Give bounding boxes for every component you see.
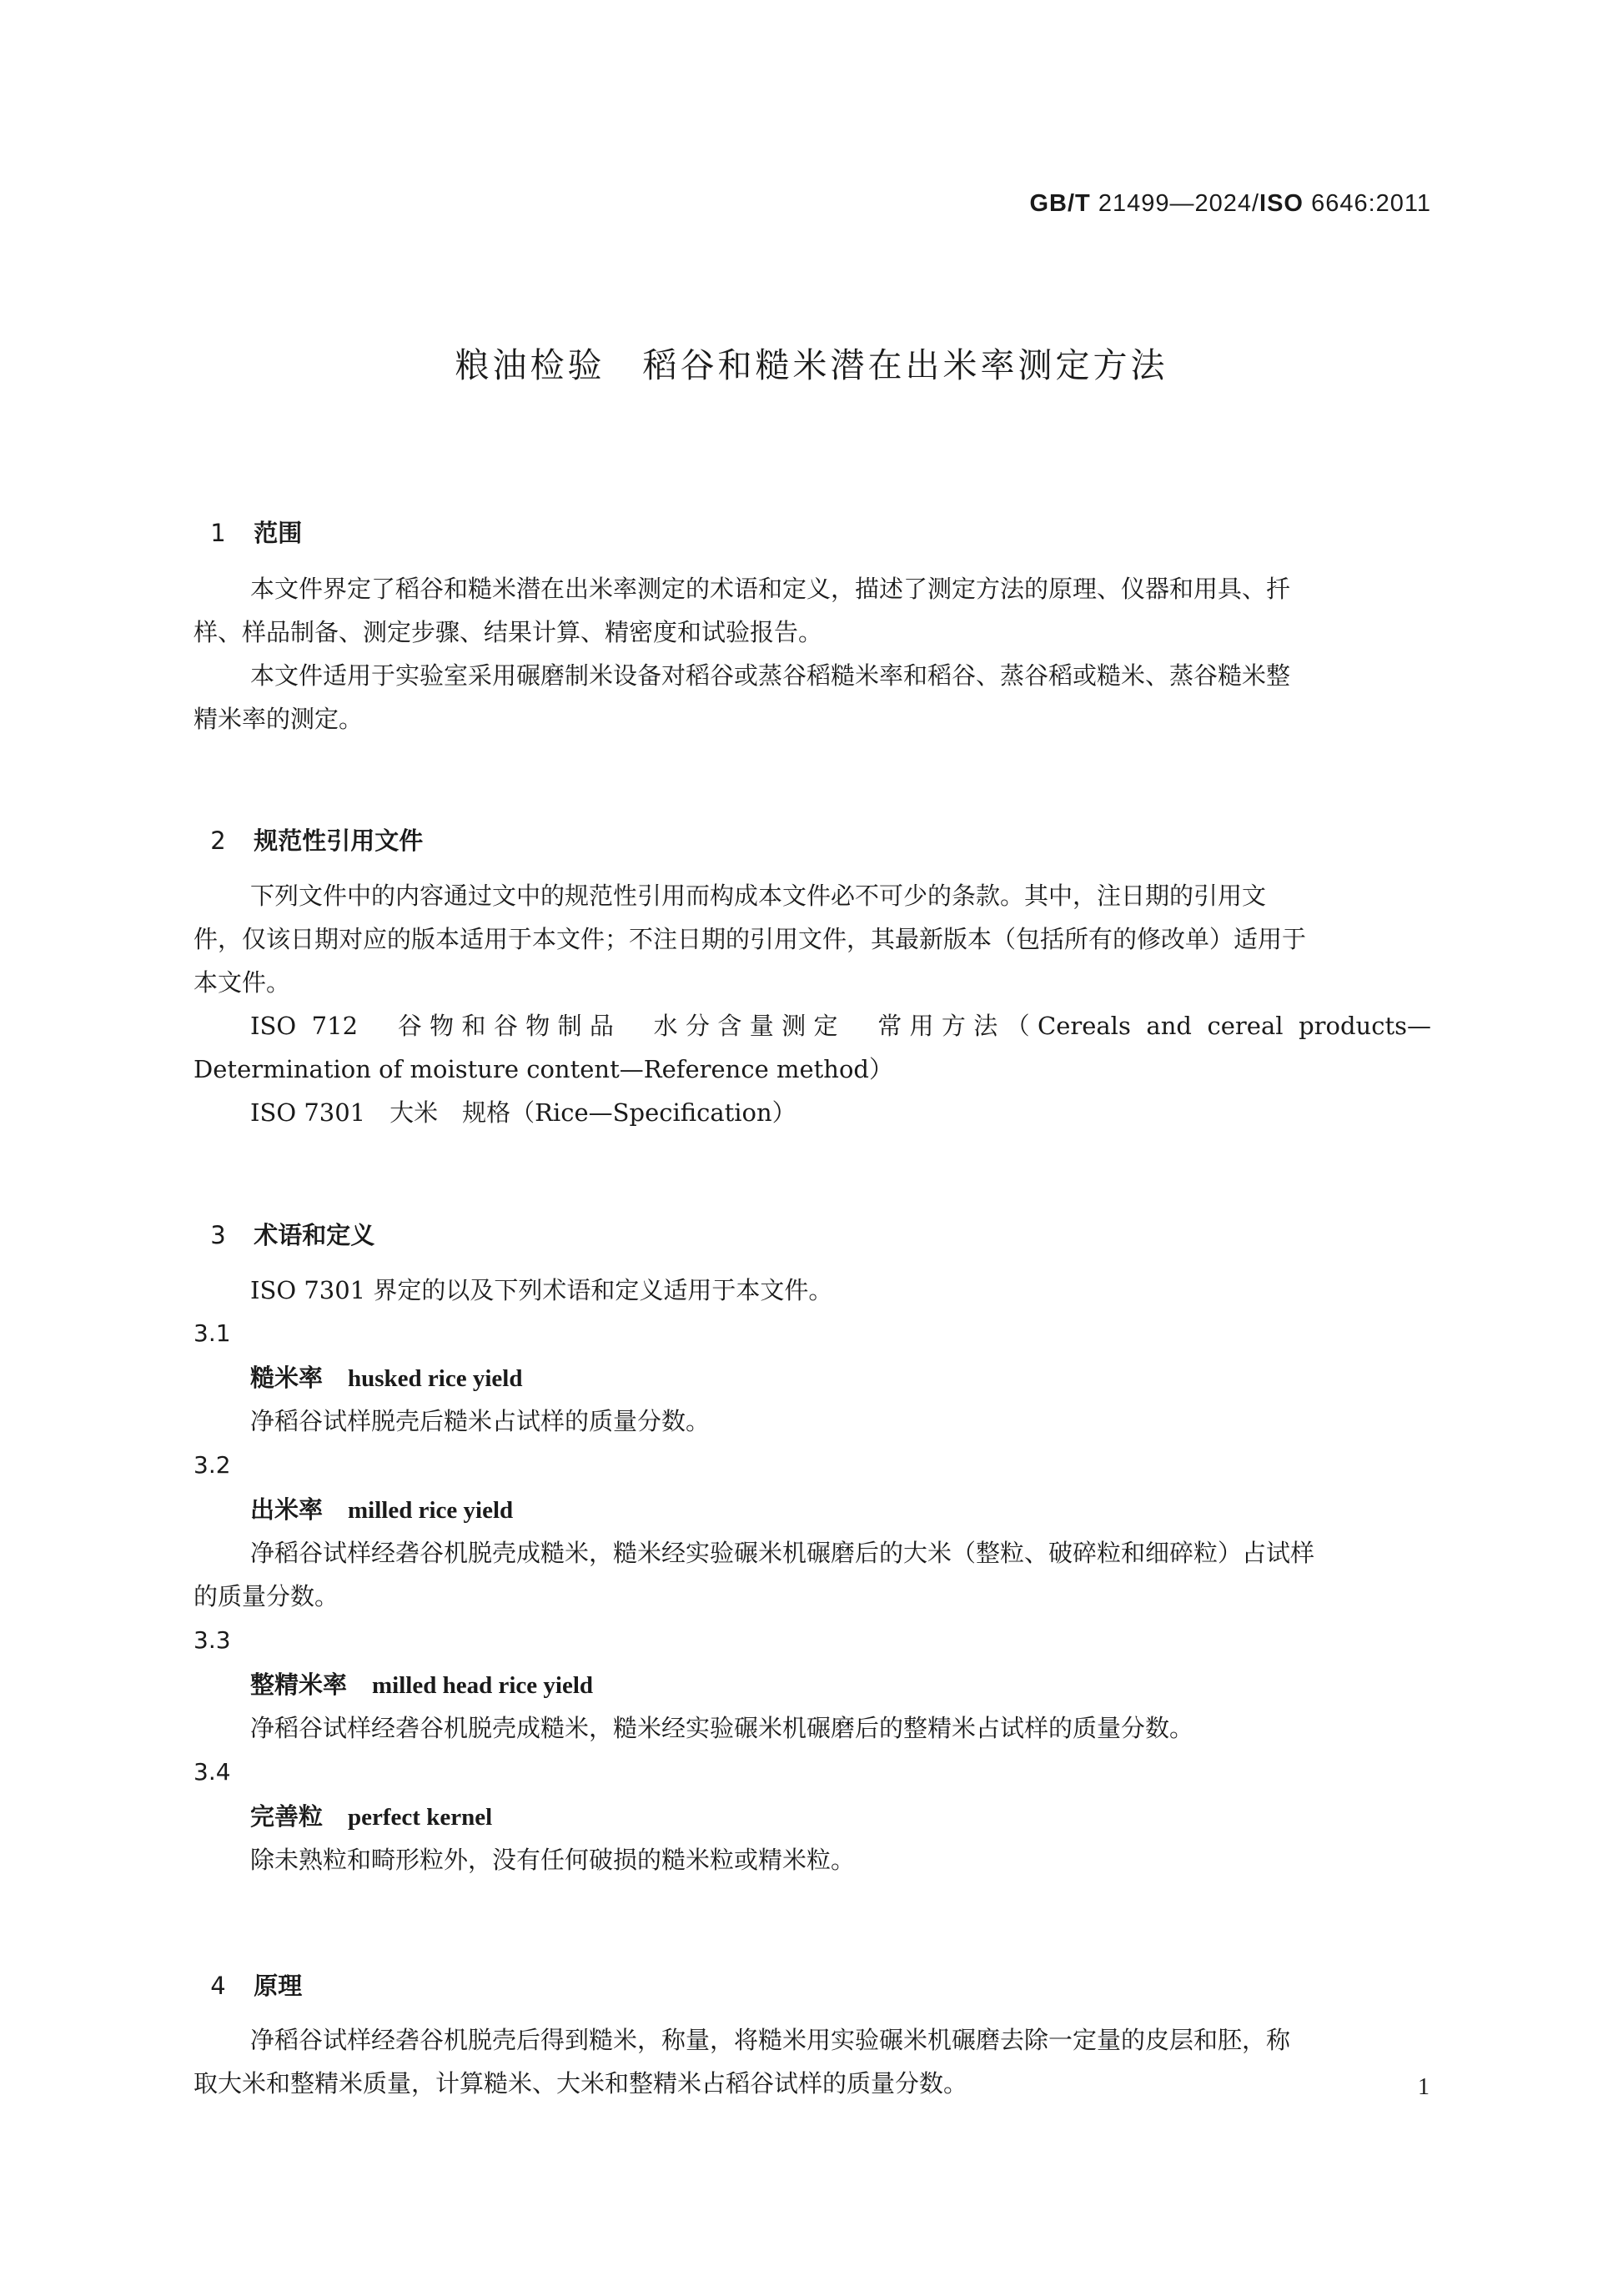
scope-para2-line1: 本文件适用于实验室采用碾磨制米设备对稻谷或蒸谷稻糙米率和稻谷、蒸谷稻或糙米、蒸谷糙米整	[250, 661, 1291, 690]
iso-number: 6646:2011	[1311, 190, 1431, 217]
term-heading	[250, 1488, 513, 1532]
scope-para2-line2: 精米率的测定。	[193, 705, 364, 733]
term-definition-line1: 净稻谷试样经砻谷机脱壳成糙米，糙米经实验碾米机碾磨后的大米（整粒、破碎粒和细碎粒）占试样	[250, 1539, 1315, 1567]
term-en: milled head rice yield	[372, 1672, 594, 1699]
section-heading-scope	[193, 486, 302, 549]
page-number: 1	[1418, 2074, 1430, 2100]
term-heading	[250, 1663, 593, 1707]
section-number: 3	[210, 1221, 226, 1249]
reference-iso712-line2: Determination of moisture content—Reference method）	[193, 1055, 893, 1083]
section-number: 2	[210, 826, 226, 855]
term-number: 3.3	[193, 1626, 231, 1654]
section-number: 4	[210, 1972, 226, 2000]
refs-para-line3: 本文件。	[193, 968, 291, 997]
term-definition: 净稻谷试样经砻谷机脱壳成糙米，糙米经实验碾米机碾磨后的整精米占试样的质量分数。	[250, 1714, 1194, 1742]
term-en: milled rice yield	[348, 1497, 514, 1524]
section-heading-terms	[193, 1188, 374, 1251]
term-zh: 出米率	[250, 1495, 324, 1524]
section-heading-principle	[193, 1939, 302, 2002]
scope-para1-line1: 本文件界定了稻谷和糙米潜在出米率测定的术语和定义，描述了测定方法的原理、仪器和用具、扦	[250, 575, 1291, 603]
section-title: 原理	[254, 1972, 303, 2000]
document-title: 粮油检验 稻谷和糙米潜在出米率测定方法	[455, 345, 1168, 385]
refs-para-line2: 件，仅该日期对应的版本适用于本文件；不注日期的引用文件，其最新版本（包括所有的修改单）适用于	[193, 925, 1307, 953]
term-number: 3.2	[193, 1451, 231, 1479]
refs-para-line1: 下列文件中的内容通过文中的规范性引用而构成本文件必不可少的条款。其中，注日期的引用文	[250, 882, 1267, 910]
terms-intro: ISO 7301 界定的以及下列术语和定义适用于本文件。	[250, 1276, 833, 1304]
term-en: husked rice yield	[348, 1365, 523, 1392]
principle-para-line2: 取大米和整精米质量，计算糙米、大米和整精米占稻谷试样的质量分数。	[193, 2069, 968, 2098]
section-title: 术语和定义	[254, 1221, 375, 1249]
term-zh: 糙米率	[250, 1364, 324, 1392]
std-prefix: GB/T	[1029, 190, 1091, 217]
term-zh: 整精米率	[250, 1671, 348, 1699]
scope-para1-line2: 样、样品制备、测定步骤、结果计算、精密度和试验报告。	[193, 618, 823, 646]
std-number: 21499—2024/	[1098, 190, 1260, 217]
term-heading	[250, 1795, 492, 1839]
standard-code	[1029, 190, 1431, 218]
term-definition: 净稻谷试样脱壳后糙米占试样的质量分数。	[250, 1407, 711, 1435]
term-number: 3.1	[193, 1319, 231, 1347]
term-definition-line2: 的质量分数。	[193, 1582, 339, 1610]
term-zh: 完善粒	[250, 1802, 324, 1831]
iso-prefix: ISO	[1259, 190, 1304, 217]
section-title: 规范性引用文件	[254, 826, 424, 855]
term-en: perfect kernel	[348, 1804, 493, 1831]
section-number: 1	[210, 519, 226, 547]
term-heading	[250, 1356, 522, 1400]
section-title: 范围	[254, 519, 303, 547]
reference-iso712-line1: ISO 712 谷物和谷物制品 水分含量测定 常用方法（Cereals and cereal products—	[250, 1012, 1431, 1040]
term-number: 3.4	[193, 1758, 231, 1786]
principle-para-line1: 净稻谷试样经砻谷机脱壳后得到糙米，称量，将糙米用实验碾米机碾磨去除一定量的皮层和胚，称	[250, 2026, 1291, 2054]
reference-iso7301: ISO 7301 大米 规格（Rice—Specification）	[250, 1098, 796, 1127]
section-heading-normative-references	[193, 794, 423, 857]
term-definition: 除未熟粒和畸形粒外，没有任何破损的糙米粒或精米粒。	[250, 1846, 856, 1874]
